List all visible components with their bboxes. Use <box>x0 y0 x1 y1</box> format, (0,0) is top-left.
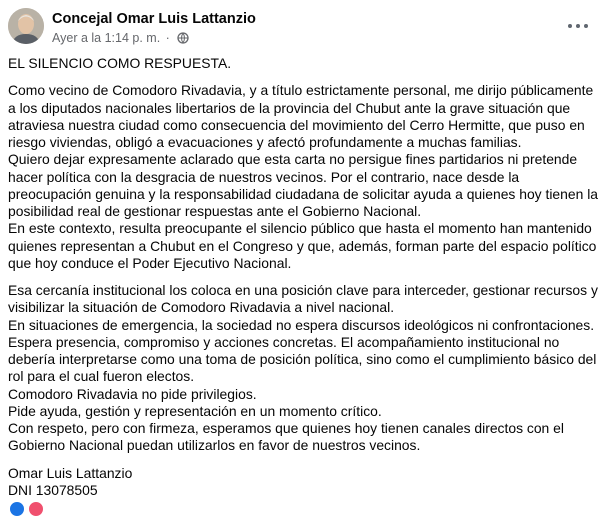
post-signature: Omar Luis Lattanzio DNI 13078505 <box>8 464 133 498</box>
post-timestamp[interactable]: Ayer a la 1:14 p. m. <box>52 31 161 45</box>
author-name[interactable]: Concejal Omar Luis Lattanzio <box>52 11 256 27</box>
paragraph-gap <box>8 72 598 82</box>
post-meta <box>52 31 189 47</box>
reactions-bar[interactable] <box>8 500 42 512</box>
paragraph-gap <box>8 455 598 465</box>
meta-separator: · <box>165 31 170 45</box>
post-title: EL SILENCIO COMO RESPUESTA. <box>8 55 232 71</box>
more-options-icon[interactable] <box>566 16 590 36</box>
post-body <box>8 55 598 499</box>
love-icon <box>27 500 45 518</box>
post-paragraph: Como vecino de Comodoro Rivadavia, y a título estrictamente personal, me dirijo públicamente a los diputados nacionales libertarios de la provincia del Chubut ante la grave situación que atraviesa nuestra ciudad como consecuencia del movimiento del Cerro Hermitte, que puso en riesgo viviendas, obligó a evacuaciones y afectó profundamente a muchas familias. Quiero dejar expresamente aclarado que esta carta no persigue fines partidarios ni pretende hacer política con la desgracia de nuestros vecinos. Por el contrario, nace desde la preocupación genuina y la responsabilidad ciudadana de solicitar ayuda a quienes hoy tienen la posibilidad real de gestionar respuestas ante el Gobierno Nacional. En este contexto, resulta preocupante el silencio público que hasta el momento han mantenido quienes representan a Chubut en el Congreso y que, además, forman parte del espacio político que hoy conduce el Poder Ejecutivo Nacional. <box>8 82 598 271</box>
globe-icon[interactable] <box>177 32 189 47</box>
post-header <box>8 8 596 50</box>
author-avatar[interactable] <box>8 8 44 44</box>
post-paragraph: Esa cercanía institucional los coloca en una posición clave para interceder, gestionar recursos y visibilizar la situación de Comodoro Rivadavia a nivel nacional. En situaciones de emergencia, la sociedad no espera discursos ideológicos ni confrontaciones. Espera presencia, compromiso y acciones concretas. El acompañamiento institucional no debería interpretarse como una toma de posición política, sino como el cumplimiento básico del rol para el cual fueron electos. Comodoro Rivadavia no pide privilegios. Pide ayuda, gestión y representación en un momento crítico. Con respeto, pero con firmeza, esperamos que quienes hoy tienen canales directos con el Gobierno Nacional puedan utilizarlos en favor de nuestros vecinos. <box>8 282 598 454</box>
like-icon <box>8 500 26 518</box>
paragraph-gap <box>8 272 598 282</box>
